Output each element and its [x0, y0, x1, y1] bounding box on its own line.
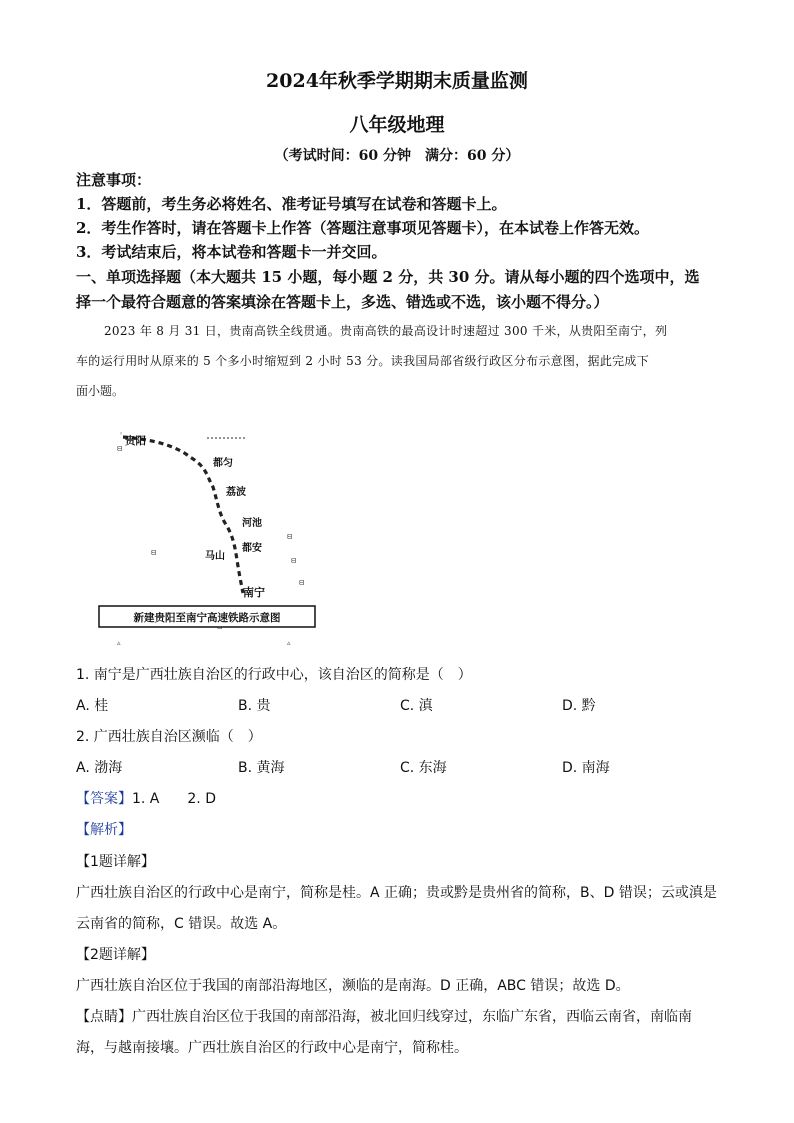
notice-item-1: 1．答题前，考生务必将姓名、准考证号填写在试卷和答题卡上。: [76, 195, 507, 213]
q1-detail-label: 【1题详解】: [76, 854, 155, 870]
svg-text:▵: ▵: [287, 639, 291, 647]
q1-detail-line2: 云南省的简称，C 错误。故选 A。: [76, 916, 287, 932]
notice-heading: 注意事项：: [76, 171, 152, 189]
station-label: 南宁: [243, 586, 265, 599]
notice-item-3: 3．考试结束后，将本试卷和答题卡一并交回。: [76, 243, 387, 261]
passage-line1: 2023 年 8 月 31 日，贵南高铁全线贯通。贵南高铁的最高设计时速超过 300 千米，从贵阳至南宁，列: [104, 324, 668, 338]
svg-text:ᗺ: ᗺ: [117, 445, 123, 453]
svg-text:ᗺ: ᗺ: [299, 579, 305, 587]
q2-detail-label: 【2题详解】: [76, 947, 155, 963]
answer-text: 1. A 2. D: [132, 791, 216, 807]
answer-block: [76, 788, 216, 808]
station-label: 都安: [242, 543, 262, 554]
station-label: 荔波: [226, 487, 246, 498]
paper-subtitle: 八年级地理: [349, 114, 445, 136]
question-2-stem: 2. 广西壮族自治区濒临（ ）: [76, 729, 262, 745]
svg-text:ᗺ: ᗺ: [291, 557, 297, 565]
railway-map: [95, 405, 320, 650]
map-caption: 新建贵阳至南宁高速铁路示意图: [133, 612, 281, 624]
question-1-stem: 1. 南宁是广西壮族自治区的行政中心，该自治区的简称是（ ）: [76, 667, 472, 683]
tip-text: 广西壮族自治区位于我国的南部沿海，被北回归线穿过，东临广东省，西临云南省，南临南: [132, 1009, 692, 1025]
notice-item-2: 2．考生作答时，请在答题卡上作答（答题注意事项见答题卡），在本试卷上作答无效。: [76, 219, 649, 237]
q2-detail-line1: 广西壮族自治区位于我国的南部沿海地区，濒临的是南海。D 正确，ABC 错误；故选 D。: [76, 978, 630, 994]
section-heading-line2: 择一个最符合题意的答案填涂在答题卡上，多选、错选或不选，该小题不得分。）: [76, 293, 609, 311]
tip-line2: 海，与越南接壤。广西壮族自治区的行政中心是南宁，简称桂。: [76, 1040, 468, 1056]
question-1-option-c[interactable]: C. 滇: [400, 698, 433, 714]
station-label: 贵阳: [125, 435, 146, 447]
svg-text:▵: ▵: [117, 639, 121, 647]
station-label: 河池: [242, 518, 262, 529]
tip-line1: [76, 1006, 692, 1026]
station-label: 马山: [205, 551, 225, 562]
exam-info: （考试时间：60 分钟 满分：60 分）: [274, 148, 520, 164]
answer-label: 【答案】: [76, 791, 132, 807]
question-2-option-a[interactable]: A. 渤海: [76, 760, 123, 776]
station-label: 都匀: [213, 458, 233, 469]
svg-text:ᗺ: ᗺ: [151, 549, 157, 557]
passage-line3: 面小题。: [76, 384, 125, 398]
tip-label: 【点睛】: [76, 1009, 132, 1025]
svg-text:ᗺ: ᗺ: [287, 533, 293, 541]
question-1-option-b[interactable]: B. 贵: [238, 698, 271, 714]
question-2-option-d[interactable]: D. 南海: [562, 760, 610, 776]
svg-text:◦: ◦: [119, 430, 124, 438]
section-heading-line1: 一、单项选择题（本大题共 15 小题，每小题 2 分，共 30 分。请从每小题的四个选项中，选: [76, 268, 700, 286]
passage-line2: 车的运行用时从原来的 5 个多小时缩短到 2 小时 53 分。读我国局部省级行政区分布示意图，据此完成下: [76, 354, 650, 368]
question-1-option-d[interactable]: D. 黔: [562, 698, 596, 714]
q1-detail-line1: 广西壮族自治区的行政中心是南宁，简称是桂。A 正确；贵或黔是贵州省的简称，B、D 错误；云或滇是: [76, 885, 717, 901]
analysis-label: 【解析】: [76, 822, 132, 838]
question-1-option-a[interactable]: A. 桂: [76, 698, 109, 714]
question-2-option-c[interactable]: C. 东海: [400, 760, 447, 776]
question-2-option-b[interactable]: B. 黄海: [238, 760, 285, 776]
paper-title: 2024年秋季学期期末质量监测: [266, 70, 528, 92]
